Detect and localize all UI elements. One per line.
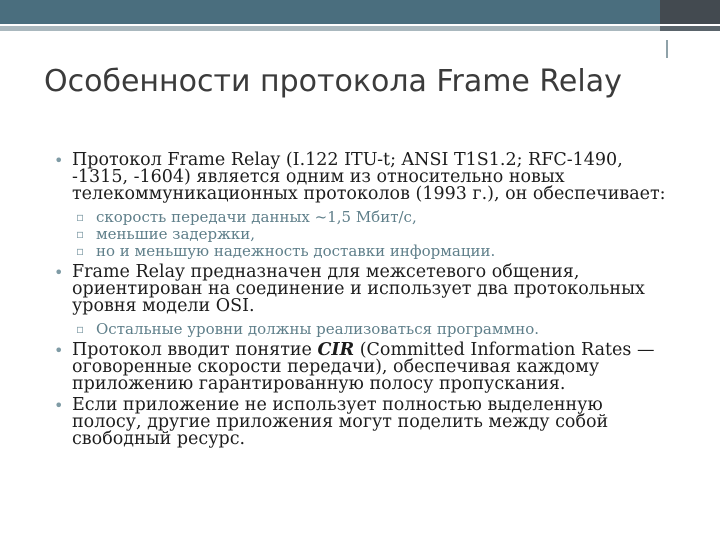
bullet-dot-icon: • [54,263,64,282]
bullet-item [54,264,674,315]
square-bullet-icon: ▫ [76,227,85,241]
sub-bullet-item [54,209,674,226]
slide-body [54,152,674,452]
bullet-text-end: (Committed Information Rates — оговоренные скорости передачи), обеспечивая каждому приложению гарантированную полосу пропускания. [72,340,655,394]
sub-bullet-list [54,321,674,338]
slide-title: Особенности протокола Frame Relay [44,64,622,99]
sub-bullet-item [54,321,674,338]
square-bullet-icon: ▫ [76,322,85,336]
square-bullet-icon: ▫ [76,244,85,258]
square-bullet-icon: ▫ [76,210,85,224]
sub-bullet-item [54,243,674,260]
sub-bullet-list [54,209,674,260]
top-band-teal [0,0,660,24]
sub-bullet-text: Остальные уровни должны реализоваться программно. [96,320,539,338]
bullet-text-start: Протокол вводит понятие [72,340,318,360]
sub-bullet-item [54,226,674,243]
bullet-item [54,152,674,203]
bullet-text: Frame Relay предназначен для межсетевого общения, ориентирован на соединение и использует два протокольных уровня модели OSI. [72,262,645,316]
sub-bullet-text: меньшие задержки, [96,225,256,243]
cir-term: CIR [317,340,355,360]
bullet-text: Если приложение не использует полностью выделенную полосу, другие приложения могут поделить между собой свободный ресурс. [72,395,609,449]
sub-bullet-text: но и меньшую надежность доставки информации. [96,242,496,260]
thin-stripe-dark [660,26,720,31]
bullet-item [54,397,674,448]
top-decorative-band [0,0,720,24]
top-thin-stripe [0,26,720,31]
thin-stripe-light [0,26,660,31]
bullet-dot-icon: • [54,341,64,360]
top-band-dark-corner [660,0,720,24]
bullet-item [54,342,674,393]
bullet-dot-icon: • [54,396,64,415]
sub-bullet-text: скорость передачи данных ~1,5 Мбит/с, [96,208,417,226]
slide-corner-marker [666,40,668,58]
bullet-text: Протокол Frame Relay (I.122 ITU-t; ANSI T1S1.2; RFC-1490, -1315, -1604) является одним из относительно новых телекоммуникационных протоколов (1993 г.), он обеспечивает: [72,150,666,204]
bullet-dot-icon: • [54,151,64,170]
